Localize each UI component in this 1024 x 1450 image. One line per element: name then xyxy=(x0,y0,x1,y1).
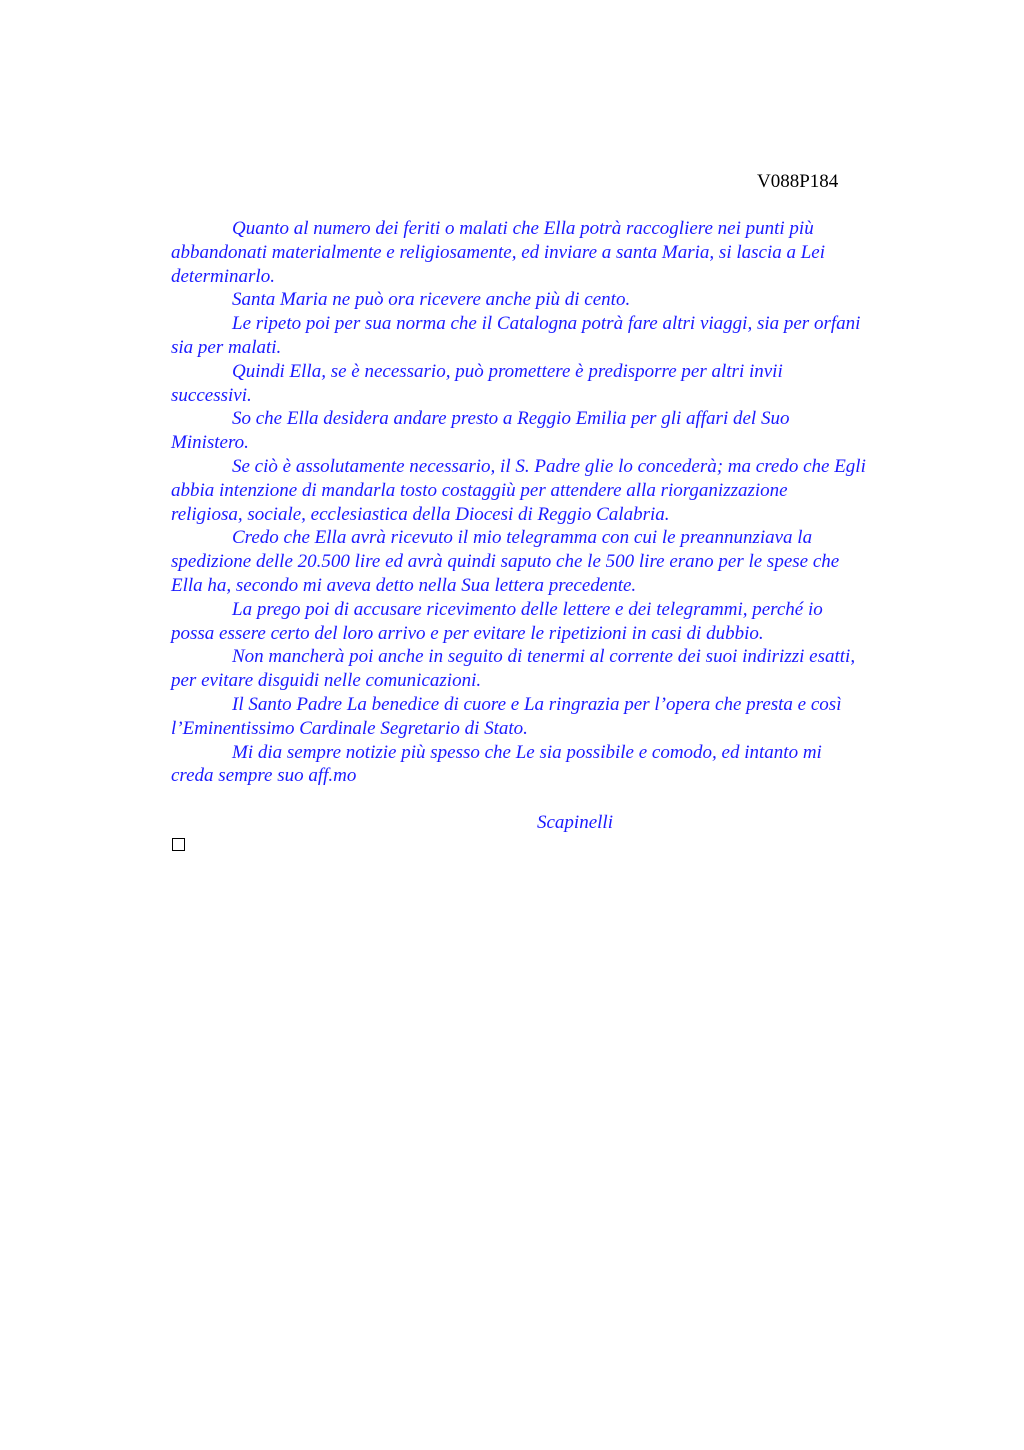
paragraph: Le ripeto poi per sua norma che il Catalogna potrà fare altri viaggi, sia per orfani sia per malati. xyxy=(171,313,861,358)
paragraph: Mi dia sempre notizie più spesso che Le sia possibile e comodo, ed intanto mi creda sempre suo aff.mo xyxy=(171,741,822,787)
paragraph: So che Ella desidera andare presto a Reggio Emilia per gli affari del Suo Ministero. xyxy=(171,408,790,454)
paragraph: Se ciò è assolutamente necessario, il S. Padre glie lo concederà; ma credo che Egli abbia intenzione di mandarla tosto costaggiù per attendere alla riorganizzazione religiosa, sociale, ecclesiastica della Diocesi di Reggio Calabria. xyxy=(171,455,866,525)
paragraph: Quanto al numero dei feriti o malati che Ella potrà raccogliere nei punti più abbandonati materialmente e religiosamente, ed inviare a santa Maria, si lascia a Lei determinarlo. xyxy=(171,218,826,287)
end-of-document-box-icon xyxy=(172,838,185,851)
paragraph: Santa Maria ne può ora ricevere anche più di cento. xyxy=(232,289,631,311)
page-code: V088P184 xyxy=(757,171,839,192)
paragraph: La prego poi di accusare ricevimento delle lettere e dei telegrammi, perché io possa essere certo del loro arrivo e per evitare le ripetizioni in casi di dubbio. xyxy=(171,598,823,644)
paragraph: Quindi Ella, se è necessario, può promettere è predisporre per altri invii successivi. xyxy=(171,360,783,406)
paragraph: Non mancherà poi anche in seguito di tenermi al corrente dei suoi indirizzi esatti, per evitare disguidi nelle comunicazioni. xyxy=(171,646,856,692)
letter-body xyxy=(171,217,931,788)
signature: Scapinelli xyxy=(537,812,613,833)
paragraph: Il Santo Padre La benedice di cuore e La ringrazia per l’opera che presta e così l’Eminentissimo Cardinale Segretario di Stato. xyxy=(171,693,842,739)
paragraph: Credo che Ella avrà ricevuto il mio telegramma con cui le preannunziava la spedizione delle 20.500 lire ed avrà quindi saputo che le 500 lire erano per le spese che Ella ha, secondo mi aveva detto nella Sua lettera precedente. xyxy=(171,527,840,596)
